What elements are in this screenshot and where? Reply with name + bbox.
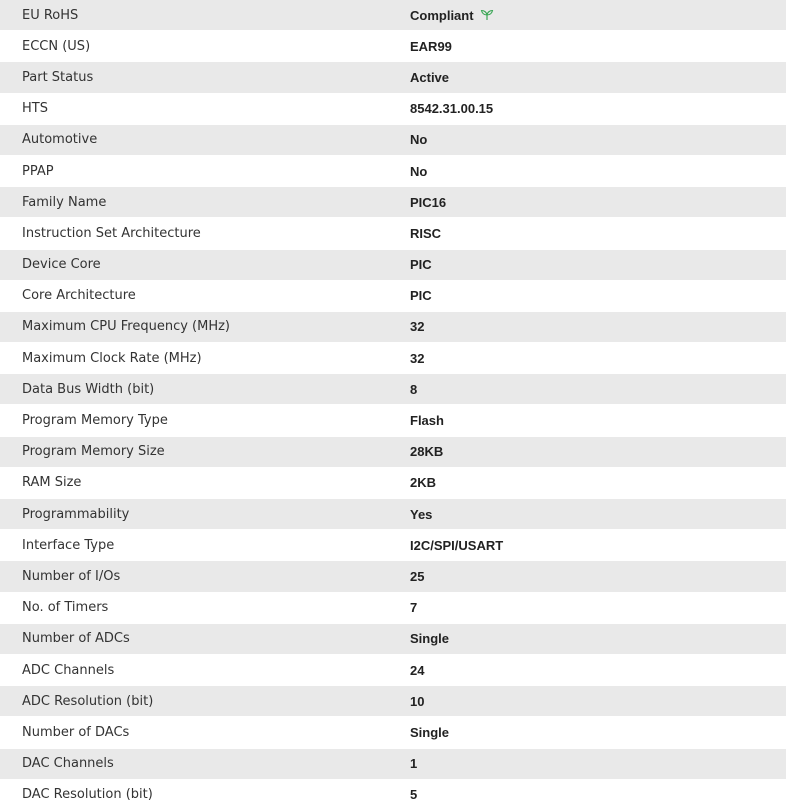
spec-row bbox=[0, 156, 786, 187]
spec-label: ADC Channels bbox=[22, 662, 115, 678]
spec-label: Maximum Clock Rate (MHz) bbox=[22, 350, 202, 366]
spec-value: 7 bbox=[410, 600, 418, 616]
spec-row bbox=[0, 374, 786, 405]
spec-value: 32 bbox=[410, 319, 425, 335]
spec-row bbox=[0, 624, 786, 655]
spec-value: Single bbox=[410, 724, 450, 740]
spec-value: Single bbox=[410, 631, 450, 647]
spec-value: No bbox=[410, 132, 428, 148]
spec-row bbox=[0, 218, 786, 249]
spec-label: Interface Type bbox=[22, 537, 115, 553]
spec-label: DAC Channels bbox=[22, 756, 114, 772]
spec-row bbox=[0, 717, 786, 748]
leaf-icon bbox=[480, 9, 494, 21]
spec-label: Number of DACs bbox=[22, 724, 130, 740]
spec-label: Instruction Set Architecture bbox=[22, 225, 201, 241]
spec-value: 25 bbox=[410, 568, 425, 584]
spec-label: Program Memory Size bbox=[22, 444, 165, 460]
spec-row bbox=[0, 125, 786, 156]
spec-value: EAR99 bbox=[410, 38, 452, 54]
spec-label: Programmability bbox=[22, 506, 130, 522]
spec-value: 1 bbox=[410, 756, 418, 772]
spec-row bbox=[0, 437, 786, 468]
spec-row bbox=[0, 94, 786, 125]
spec-value: PIC bbox=[410, 288, 432, 304]
spec-label: ADC Resolution (bit) bbox=[22, 693, 154, 709]
spec-value: Flash bbox=[410, 413, 444, 429]
spec-value: 2KB bbox=[410, 475, 437, 491]
spec-row bbox=[0, 187, 786, 218]
spec-row bbox=[0, 780, 786, 811]
spec-label: DAC Resolution (bit) bbox=[22, 787, 153, 803]
spec-value: PIC bbox=[410, 257, 432, 273]
spec-row bbox=[0, 499, 786, 530]
spec-value: 24 bbox=[410, 662, 425, 678]
spec-row bbox=[0, 250, 786, 281]
spec-row bbox=[0, 31, 786, 62]
spec-label: PPAP bbox=[22, 163, 54, 179]
spec-row bbox=[0, 749, 786, 780]
spec-label: EU RoHS bbox=[22, 7, 79, 23]
spec-value bbox=[388, 8, 786, 23]
spec-label: Data Bus Width (bit) bbox=[22, 381, 155, 397]
spec-label: Program Memory Type bbox=[22, 413, 168, 429]
spec-label: Part Status bbox=[22, 69, 94, 85]
spec-row bbox=[0, 281, 786, 312]
spec-label: ECCN (US) bbox=[22, 38, 91, 54]
spec-row bbox=[0, 655, 786, 686]
spec-row bbox=[0, 593, 786, 624]
spec-value: I2C/SPI/USART bbox=[410, 537, 504, 553]
spec-row bbox=[0, 312, 786, 343]
spec-value: 28KB bbox=[410, 444, 444, 460]
spec-label: Device Core bbox=[22, 257, 101, 273]
spec-row bbox=[0, 468, 786, 499]
spec-value: Active bbox=[410, 69, 450, 85]
spec-value: RISC bbox=[410, 225, 442, 241]
spec-value: 10 bbox=[410, 693, 425, 709]
spec-value: 8542.31.00.15 bbox=[410, 101, 494, 117]
spec-label: Number of ADCs bbox=[22, 631, 130, 647]
spec-row bbox=[0, 561, 786, 592]
spec-row bbox=[0, 686, 786, 717]
spec-value: Yes bbox=[410, 506, 433, 522]
spec-value: 32 bbox=[410, 350, 425, 366]
spec-label: Maximum CPU Frequency (MHz) bbox=[22, 319, 230, 335]
spec-label: Number of I/Os bbox=[22, 568, 121, 584]
spec-row bbox=[0, 343, 786, 374]
spec-value: PIC16 bbox=[410, 194, 447, 210]
spec-label: Automotive bbox=[22, 132, 98, 148]
spec-value: 5 bbox=[410, 787, 418, 803]
spec-row bbox=[0, 530, 786, 561]
spec-value: No bbox=[410, 163, 428, 179]
spec-row bbox=[0, 405, 786, 436]
spec-label: HTS bbox=[22, 101, 48, 117]
spec-row-eu-rohs bbox=[0, 0, 786, 31]
spec-row bbox=[0, 62, 786, 93]
spec-label: Family Name bbox=[22, 194, 107, 210]
spec-value: 8 bbox=[410, 381, 418, 397]
spec-label: RAM Size bbox=[22, 475, 82, 491]
spec-label: No. of Timers bbox=[22, 600, 109, 616]
spec-value-text: Compliant bbox=[410, 7, 474, 23]
spec-label: Core Architecture bbox=[22, 288, 136, 304]
